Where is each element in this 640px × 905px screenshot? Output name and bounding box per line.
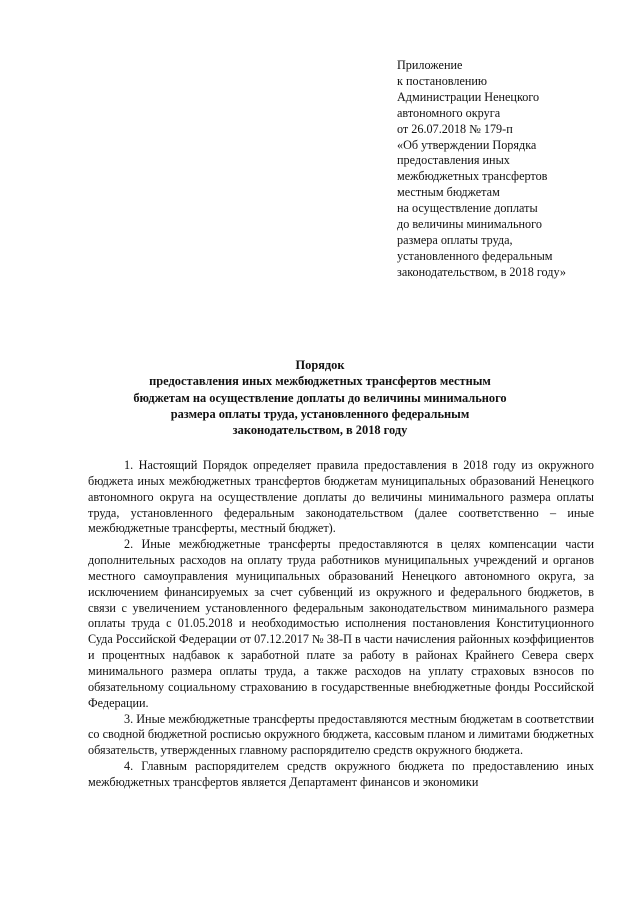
- paragraph-1: 1. Настоящий Порядок определяет правила предоставления в 2018 году из окружного бюджета иных межбюджетных трансфертов бюджетам муниципальных образований Ненецкого автономного округа на осуществление доплаты до величины минимального размера оплаты труда, установленного федеральным законодательством (далее соответственно – иные межбюджетные трансферты, местный бюджет).: [88, 458, 594, 536]
- title-line: законодательством, в 2018 году: [232, 423, 408, 438]
- title-line: Порядок: [295, 358, 345, 372]
- paragraph-2: 2. Иные межбюджетные трансферты предоставляются в целях компенсации части дополнительных расходов на оплату труда работников муниципальных учреждений и органов местного самоуправления муниципальных образований Ненецкого автономного округа, за исключением финансируемых за счет субвенций из окружного и федерального бюджетов, в связи с увеличением установленного федеральным законодательством минимального размера оплаты труда с 01.05.2018 и необходимостью исполнения постановления Конституционного Суда Российской Федерации от 07.12.2017 № 38-П в части начисления районных коэффициентов и процентных надбавок к заработной плате за работу в районах Крайнего Севера сверх минимального размера оплаты труда, а также расходов на уплату страховых взносов по обязательному социальному страхованию в государственные внебюджетные фонды Российской Федерации.: [88, 537, 594, 710]
- appendix-line: автономного округа: [397, 105, 501, 120]
- appendix-line: до величины минимального: [397, 217, 542, 232]
- title-line: предоставления иных межбюджетных трансфертов местным: [149, 374, 491, 389]
- appendix-line: размера оплаты труда,: [397, 232, 513, 247]
- appendix-line: к постановлению: [397, 73, 488, 88]
- paragraph-4: 4. Главным распорядителем средств окружного бюджета по предоставлению иных межбюджетных трансфертов является Департамент финансов и экономики: [88, 759, 594, 789]
- paragraph-3: 3. Иные межбюджетные трансферты предоставляются местным бюджетам в соответствии со сводной бюджетной росписью окружного бюджета, кассовым планом и лимитами бюджетных обязательств, утвержденных главному распорядителю средств окружного бюджета.: [88, 711, 594, 758]
- appendix-line: предоставления иных: [397, 153, 510, 168]
- appendix-line: от 26.07.2018 № 179-п: [397, 121, 513, 136]
- appendix-line: Приложение: [397, 58, 463, 72]
- appendix-line: местным бюджетам: [397, 185, 500, 200]
- appendix-line: на осуществление доплаты: [397, 201, 538, 216]
- appendix-line: межбюджетных трансфертов: [397, 169, 548, 184]
- title-line: бюджетам на осуществление доплаты до величины минимального: [133, 390, 507, 405]
- appendix-line: законодательством, в 2018 году»: [397, 264, 566, 279]
- title-line: размера оплаты труда, установленного федеральным: [170, 406, 470, 421]
- appendix-line: Администрации Ненецкого: [397, 89, 540, 104]
- document-body: [88, 458, 594, 791]
- appendix-line: «Об утверждении Порядка: [397, 137, 537, 152]
- appendix-block: [397, 58, 635, 281]
- document-title: [88, 357, 552, 438]
- appendix-line: установленного федеральным: [397, 248, 553, 263]
